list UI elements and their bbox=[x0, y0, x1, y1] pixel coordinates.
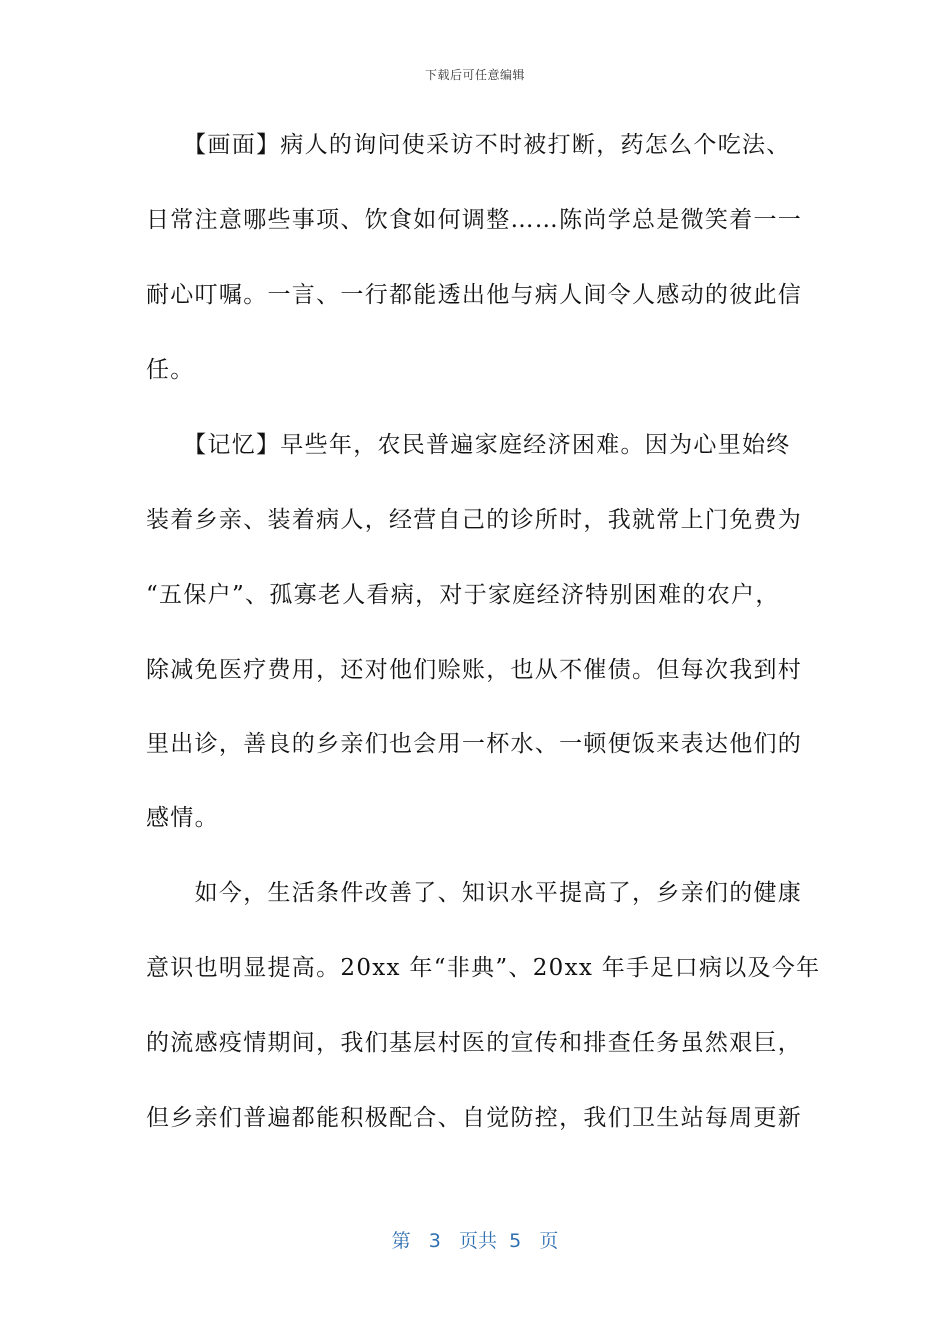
text-line: 耐心叮嘱。一言、一行都能透出他与病人间令人感动的彼此信 bbox=[146, 282, 803, 308]
text-line: 【记忆】早些年，农民普遍家庭经济困难。因为心里始终 bbox=[146, 432, 791, 458]
text-line: 除减免医疗费用，还对他们赊账，也从不催债。但每次我到村 bbox=[146, 657, 803, 683]
footer-prefix: 第 bbox=[391, 1230, 411, 1252]
text-line: 如今，生活条件改善了、知识水平提高了，乡亲们的健康 bbox=[146, 880, 803, 906]
text-line: 任。 bbox=[146, 357, 195, 383]
text-line: 感情。 bbox=[146, 805, 219, 831]
text-line: 日常注意哪些事项、饮食如何调整……陈尚学总是微笑着一一 bbox=[146, 207, 803, 233]
text-line: 但乡亲们普遍都能积极配合、自觉防控，我们卫生站每周更新 bbox=[146, 1105, 803, 1131]
text-line: 【画面】病人的询问使采访不时被打断，药怎么个吃法、 bbox=[146, 132, 791, 158]
page-number-footer bbox=[0, 1226, 950, 1253]
text-line: 意识也明显提高。20xx 年“非典”、20xx 年手足口病以及今年 bbox=[146, 955, 821, 981]
footer-total-pages: 5 bbox=[509, 1230, 522, 1252]
text-line: 装着乡亲、装着病人，经营自己的诊所时，我就常上门免费为 bbox=[146, 507, 803, 533]
footer-current-page: 3 bbox=[428, 1230, 441, 1252]
footer-middle: 页共 bbox=[459, 1230, 498, 1252]
text-line: 的流感疫情期间，我们基层村医的宣传和排查任务虽然艰巨， bbox=[146, 1030, 803, 1056]
page-header-note: 下载后可任意编辑 bbox=[424, 68, 525, 82]
text-line: “五保户”、孤寡老人看病，对于家庭经济特别困难的农户， bbox=[146, 582, 780, 608]
footer-suffix: 页 bbox=[539, 1230, 559, 1252]
text-line: 里出诊，善良的乡亲们也会用一杯水、一顿便饭来表达他们的 bbox=[146, 731, 803, 757]
